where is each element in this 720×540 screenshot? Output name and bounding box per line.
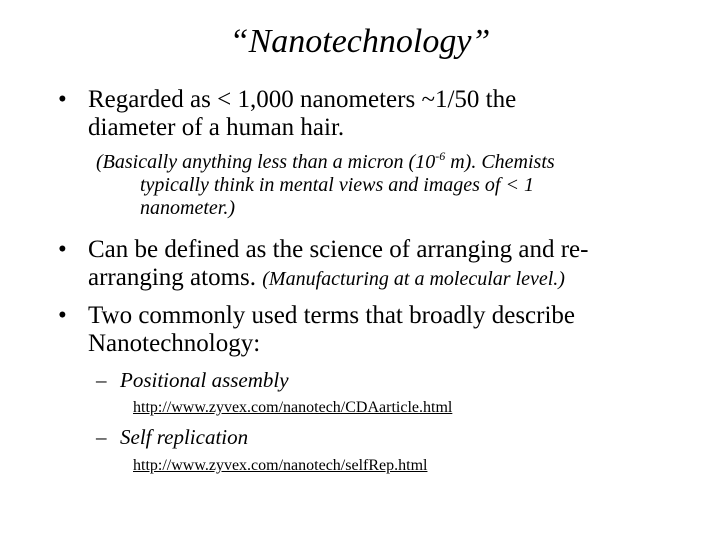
bullet-2-line-1: Can be defined as the science of arranging and re- [88, 236, 589, 263]
positional-assembly-link[interactable]: http://www.zyvex.com/nanotech/CDAarticle.html [133, 399, 453, 416]
note-line-3: nanometer.) [140, 197, 235, 219]
manufacturing-note: (Manufacturing at a molecular level.) [262, 268, 565, 290]
bullet-2-text [88, 236, 668, 293]
sub-bullet-label: Positional assembly [120, 368, 289, 392]
bullet-3-line-1: Two commonly used terms that broadly describe [88, 302, 576, 329]
slide-title: “Nanotechnology” [229, 23, 491, 60]
bullet-1-line-1: Regarded as < 1,000 nanometers ~1/50 the [88, 86, 517, 113]
micron-note [96, 151, 698, 220]
bullet-2-line-2 [88, 264, 668, 293]
bullet-3-text [88, 302, 668, 358]
note-line-1 [96, 149, 698, 174]
bullet-3-line-2: Nanotechnology: [88, 330, 261, 357]
note-line-1-end: m). Chemists [445, 151, 555, 173]
bullet-1-line-2: diameter of a human hair. [88, 114, 345, 141]
bullet-2-line-2-text: arranging atoms. [88, 264, 263, 291]
bullet-1-text [88, 86, 668, 142]
exponent: -6 [435, 149, 446, 163]
note-line-2: typically think in mental views and images of < 1 [140, 174, 534, 196]
bullet-icon: • [58, 236, 67, 263]
bullet-icon: • [58, 302, 67, 329]
self-replication-link[interactable]: http://www.zyvex.com/nanotech/selfRep.html [133, 457, 428, 474]
dash-icon: – [96, 425, 107, 449]
bullet-icon: • [58, 86, 67, 113]
note-line-1-start: (Basically anything less than a micron (10 [96, 151, 436, 173]
dash-icon: – [96, 368, 107, 392]
sub-bullet-label: Self replication [120, 425, 249, 449]
